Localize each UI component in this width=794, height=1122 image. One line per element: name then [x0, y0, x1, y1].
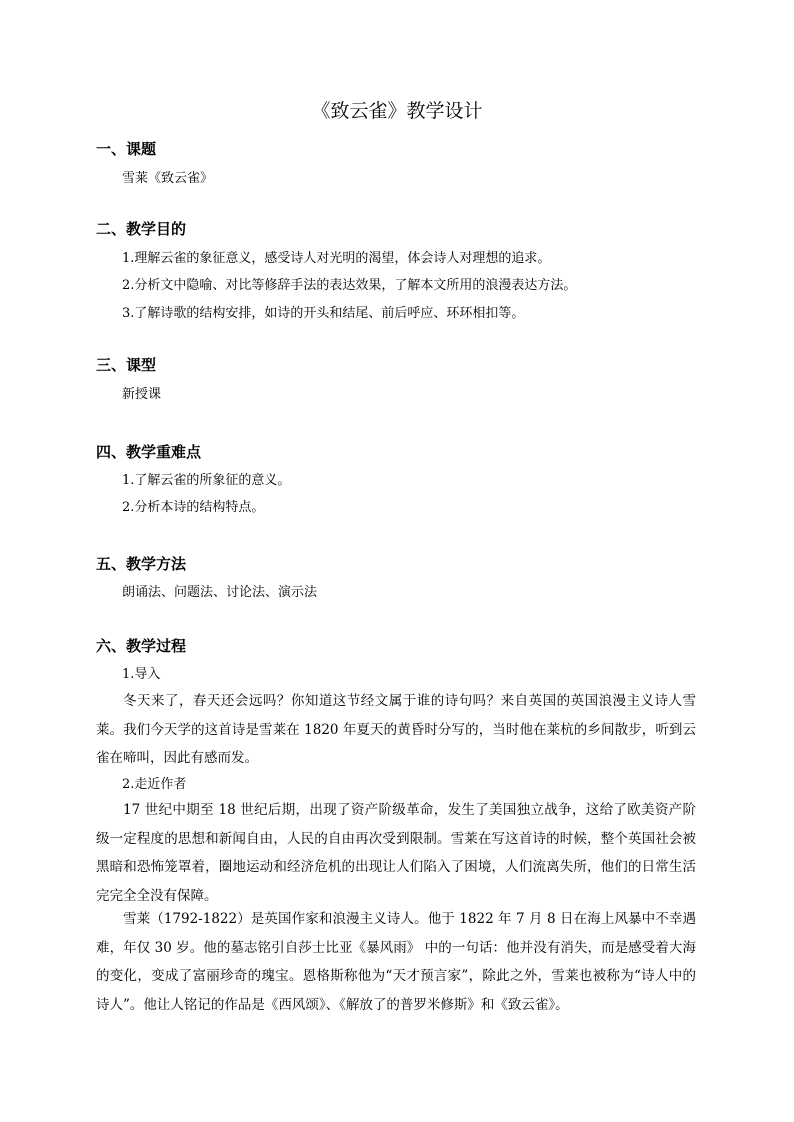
objective-item: 2.分析文中隐喻、对比等修辞手法的表达效果，了解本文所用的浪漫表达方法。: [122, 278, 577, 293]
objective-item: 1.理解云雀的象征意义，感受诗人对光明的渴望，体会诗人对理想的追求。: [122, 251, 551, 266]
section-heading-lesson-type: 三、课型: [96, 356, 157, 374]
section-heading-key-points: 四、教学重难点: [96, 443, 202, 461]
objective-item: 3.了解诗歌的结构安排，如诗的开头和结尾、前后呼应、环环相扣等。: [122, 306, 525, 321]
topic-text: 雪莱《致云雀》: [122, 171, 214, 186]
author-paragraph: 雪莱（1792-1822）是英国作家和浪漫主义诗人。他于 1822 年 7 月 8 日在海上风暴中不幸遇难，年仅 30 岁。他的墓志铭引自莎士比亚《暴风雨》 中的一句话：他并没有消失，而是感受着大海的变化，变成了富丽珍奇的瑰宝。恩格斯称他为“天才预言家”，除此之外，雪莱也被称为“诗人中的诗人”。他让人铭记的作品是《西风颂》、《解放了的普罗米修斯》和《致云雀》。: [96, 911, 696, 1013]
process-subheading-author: 2.走近作者: [122, 777, 187, 792]
section-heading-topic: 一、课题: [96, 140, 157, 158]
key-point-item: 1.了解云雀的所象征的意义。: [122, 473, 291, 488]
section-heading-process: 六、教学过程: [96, 637, 187, 655]
section-heading-methods: 五、教学方法: [96, 555, 187, 573]
key-point-item: 2.分析本诗的结构特点。: [122, 500, 265, 515]
methods-text: 朗诵法、问题法、讨论法、演示法: [122, 585, 318, 600]
intro-paragraph: 冬天来了，春天还会远吗？你知道这节经文属于谁的诗句吗？来自英国的英国浪漫主义诗人雪莱。我们今天学的这首诗是雪莱在 1820 年夏天的黄昏时分写的，当时他在莱杭的乡间散步，听到云雀在啼叫，因此有感而发。: [96, 693, 696, 766]
lesson-type-text: 新授课: [122, 387, 162, 402]
document-title: 《致云雀》教学设计: [311, 100, 483, 122]
process-subheading-intro: 1.导入: [122, 667, 161, 682]
section-heading-objectives: 二、教学目的: [96, 220, 187, 238]
background-paragraph: 17 世纪中期至 18 世纪后期，出现了资产阶级革命，发生了美国独立战争，这给了欧美资产阶级一定程度的思想和新闻自由，人民的自由再次受到限制。雪莱在写这首诗的时候，整个英国社会被黑暗和恐怖笼罩着，圈地运动和经济危机的出现让人们陷入了困境，人们流离失所，他们的日常生活完完全全没有保障。: [96, 802, 696, 904]
